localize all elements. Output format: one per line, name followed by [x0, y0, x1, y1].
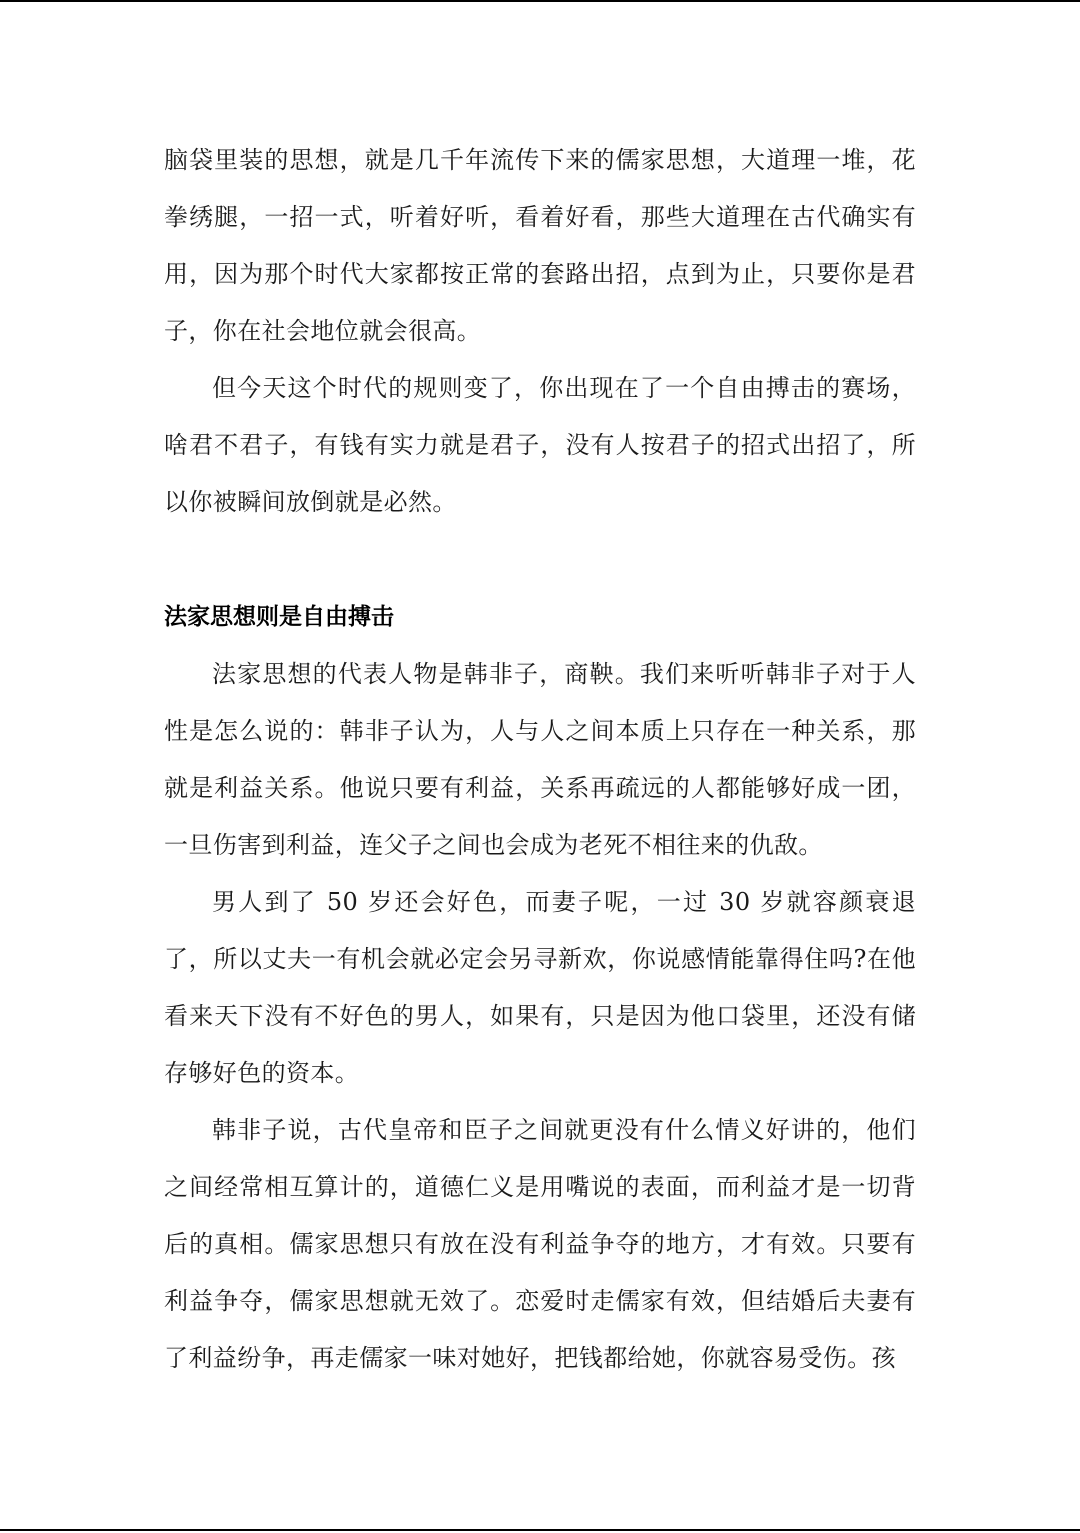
document-page — [164, 132, 916, 1387]
paragraph-confucian-thought: 脑袋里装的思想，就是几千年流传下来的儒家思想，大道理一堆，花拳绣腿，一招一式，听着好听，看着好看，那些大道理在古代确实有用，因为那个时代大家都按正常的套路出招，点到为止，只要你是君子，你在社会地位就会很高。 — [164, 146, 916, 345]
bottom-border-line — [0, 1529, 1080, 1531]
paragraph-free-fighting-era: 但今天这个时代的规则变了，你出现在了一个自由搏击的赛场，啥君不君子，有钱有实力就是君子，没有人按君子的招式出招了，所以你被瞬间放倒就是必然。 — [164, 374, 916, 516]
paragraph-hanfeizi-human-nature: 法家思想的代表人物是韩非子，商鞅。我们来听听韩非子对于人性是怎么说的：韩非子认为，人与人之间本质上只存在一种关系，那就是利益关系。他说只要有利益，关系再疏远的人都能够好成一团，一旦伤害到利益，连父子之间也会成为老死不相往来的仇敌。 — [164, 660, 916, 859]
section-heading-legalism: 法家思想则是自由搏击 — [164, 604, 394, 630]
section-spacer — [164, 531, 916, 589]
paragraph-hanfeizi-emperor-ministers: 韩非子说，古代皇帝和臣子之间就更没有什么情义好讲的，他们之间经常相互算计的，道德仁义是用嘴说的表面，而利益才是一切背后的真相。儒家思想只有放在没有利益争夺的地方，才有效。只要有利益争夺，儒家思想就无效了。恋爱时走儒家有效，但结婚后夫妻有了利益纷争，再走儒家一味对她好，把钱都给她，你就容易受伤。孩 — [164, 1116, 916, 1372]
top-border-line — [0, 0, 1080, 2]
paragraph-hanfeizi-marriage: 男人到了 50 岁还会好色，而妻子呢，一过 30 岁就容颜衰退了，所以丈夫一有机会就必定会另寻新欢，你说感情能靠得住吗?在他看来天下没有不好色的男人，如果有，只是因为他口袋里，还没有储存够好色的资本。 — [164, 888, 916, 1087]
